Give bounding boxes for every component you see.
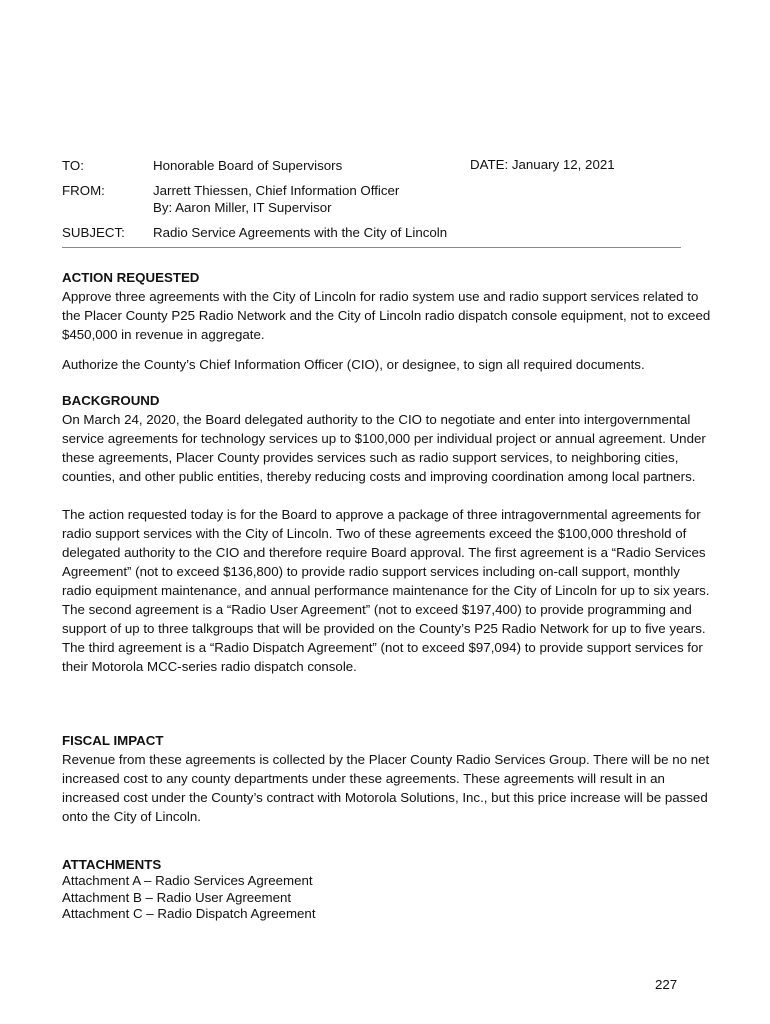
background-heading: BACKGROUND — [62, 393, 160, 408]
subject-label: SUBJECT: — [62, 225, 125, 240]
attachments-heading: ATTACHMENTS — [62, 857, 162, 872]
action-requested-section — [62, 268, 712, 374]
fiscal-paragraph: Revenue from these agreements is collected by the Placer County Radio Services Group. There will be no net increased cost to any county departments under these agreements. These agreements will result in an increased cost under the County’s contract with Motorola Solutions, Inc., but this price increase will be passed onto the City of Lincoln. — [62, 752, 710, 824]
background-section — [62, 391, 712, 676]
header-divider — [62, 247, 681, 248]
from-line-1: Jarrett Thiessen, Chief Information Officer — [153, 183, 400, 198]
attachment-b: Attachment B – Radio User Agreement — [62, 889, 292, 905]
action-heading: ACTION REQUESTED — [62, 270, 200, 285]
subject-value: Radio Service Agreements with the City of Lincoln — [153, 225, 448, 240]
action-paragraph-1: Approve three agreements with the City of Lincoln for radio system use and radio support services related to the Placer County P25 Radio Network and the City of Lincoln radio dispatch console equipment, not to exceed $450,000 in revenue in aggregate. — [62, 289, 711, 342]
attachment-c: Attachment C – Radio Dispatch Agreement — [62, 906, 316, 921]
to-value: Honorable Board of Supervisors — [153, 158, 343, 173]
from-value — [153, 182, 399, 216]
background-paragraph-2: The action requested today is for the Board to approve a package of three intragovernmental agreements for radio support services with the City of Lincoln. Two of these agreements exceed the $100,000 threshold of delegated authority to the CIO and therefore require Board approval. The first agreement is a “Radio Services Agreement” (not to exceed $136,800) to provide radio support services including on-call support, monthly radio equipment maintenance, and annual performance maintenance for the City of Lincoln for up to six years. The second agreement is a “Radio User Agreement” (not to exceed $197,400) to provide programming and support of up to three talkgroups that will be provided on the County’s P25 Radio Network for up to five years. The third agreement is a “Radio Dispatch Agreement” (not to exceed $97,094) to provide support services for their Motorola MCC-series radio dispatch console. — [62, 507, 710, 674]
memo-date: DATE: January 12, 2021 — [470, 157, 615, 172]
to-label: TO: — [62, 158, 84, 173]
background-paragraph-1: On March 24, 2020, the Board delegated authority to the CIO to negotiate and enter into intergovernmental service agreements for technology services up to $100,000 per individual project or annual agreement. Under these agreements, Placer County provides services such as radio support services, to neighboring cities, counties, and other public entities, thereby reducing costs and improving coordination among local partners. — [62, 412, 706, 484]
from-line-2: By: Aaron Miller, IT Supervisor — [153, 200, 332, 215]
fiscal-heading: FISCAL IMPACT — [62, 733, 164, 748]
attachment-a: Attachment A – Radio Services Agreement — [62, 873, 313, 888]
action-paragraph-2: Authorize the County’s Chief Information Officer (CIO), or designee, to sign all required documents. — [62, 357, 645, 372]
from-label: FROM: — [62, 183, 105, 198]
page-number: 227 — [655, 977, 678, 992]
fiscal-impact-section — [62, 731, 712, 826]
attachments-section — [62, 856, 712, 923]
